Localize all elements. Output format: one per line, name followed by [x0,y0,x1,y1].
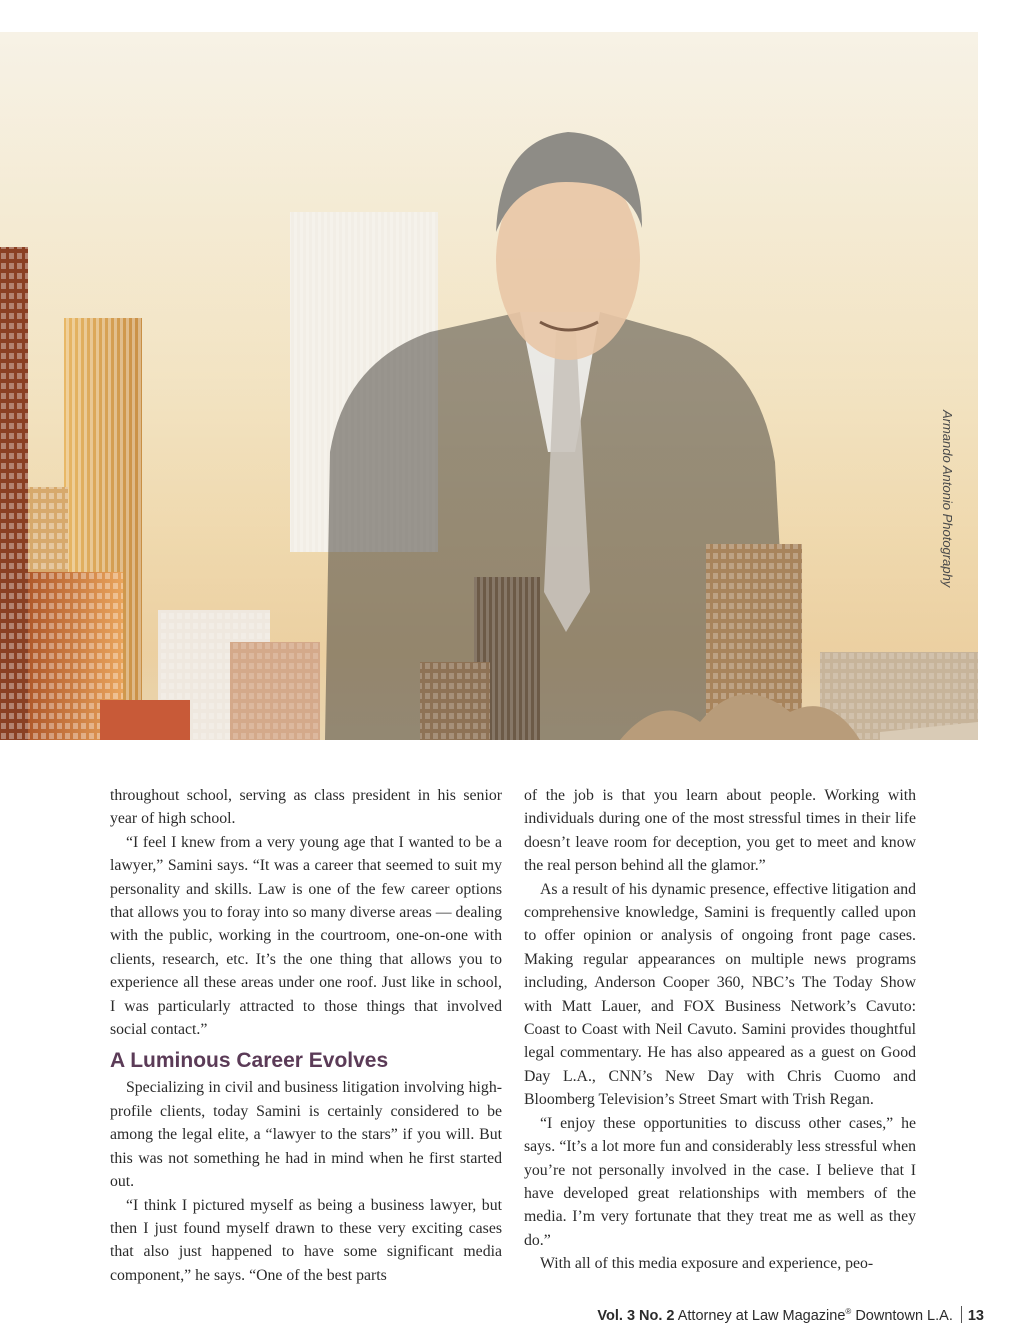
page-footer [597,1306,984,1324]
section-heading: A Luminous Career Evolves [110,1049,389,1073]
edition-label: Downtown L.A. [855,1308,953,1324]
issue-label: Vol. 3 No. 2 [597,1308,675,1324]
paragraph: of the job is that you learn about people. Working with individuals during one of the most stressful times in their life doesn’t leave room for deception, you get to meet and know the real person behind all the glamor.” [524,787,916,875]
paragraph: As a result of his dynamic presence, effective litigation and comprehensive knowledge, Samini is frequently called upon to offer opinion or analysis of ongoing front page cases. Making regular appearances on multiple news programs including, Anderson Cooper 360, NBC’s The Today Show with Matt Lauer, and FOX Business Network’s Cavuto: Coast to Coast with Neil Cavuto. Samini provides thoughtful legal commentary. He has also appeared as a guest on Good Day L.A., CNN’s New Day with Chris Cuomo and Bloomberg Television’s Street Smart with Trish Regan. [524,880,916,1109]
page-number: 13 [967,1308,984,1324]
paragraph: “I think I pictured myself as being a business lawyer, but then I just found myself drawn to these very exciting cases that also just happened to have some significant media component,” he says. “One of the best parts [110,1196,502,1284]
divider [961,1306,962,1323]
paragraph: throughout school, serving as class president in his senior year of high school. [110,787,502,828]
magazine-name: Attorney at Law Magazine [677,1308,846,1324]
article-column-right [524,784,916,1276]
hero-photo [0,32,978,740]
paragraph: Specializing in civil and business litigation involving high-profile clients, today Samini is certainly considered to be among the legal elite, a “lawyer to the stars” if you will. But this was not something he had in mind when he first started out. [110,1079,502,1191]
paragraph: “I feel I knew from a very young age that I wanted to be a lawyer,” Samini says. “It was a career that seemed to suit my personality and skills. Law is one of the few career options that allows you to foray into so many diverse areas — dealing with the public, working in the courtroom, one-on-one with clients, research, etc. It’s the one thing that allows you to experience all these areas under one roof. Just like in school, I was particularly attracted to those things that involved social contact.” [110,833,502,1039]
paragraph: With all of this media exposure and experience, peo- [540,1255,874,1273]
registered-mark: ® [845,1307,852,1317]
photo-credit: Armando Antonio Photography [940,410,955,588]
skyline-portrait-illustration [0,32,978,740]
article-column-left [110,784,502,1287]
paragraph: “I enjoy these opportunities to discuss other cases,” he says. “It’s a lot more fun and considerably less stressful when you’re not personally involved in the case. I believe that I have developed great relationships with members of the media. I’m very fortunate that they treat me as well as they do.” [524,1114,916,1249]
